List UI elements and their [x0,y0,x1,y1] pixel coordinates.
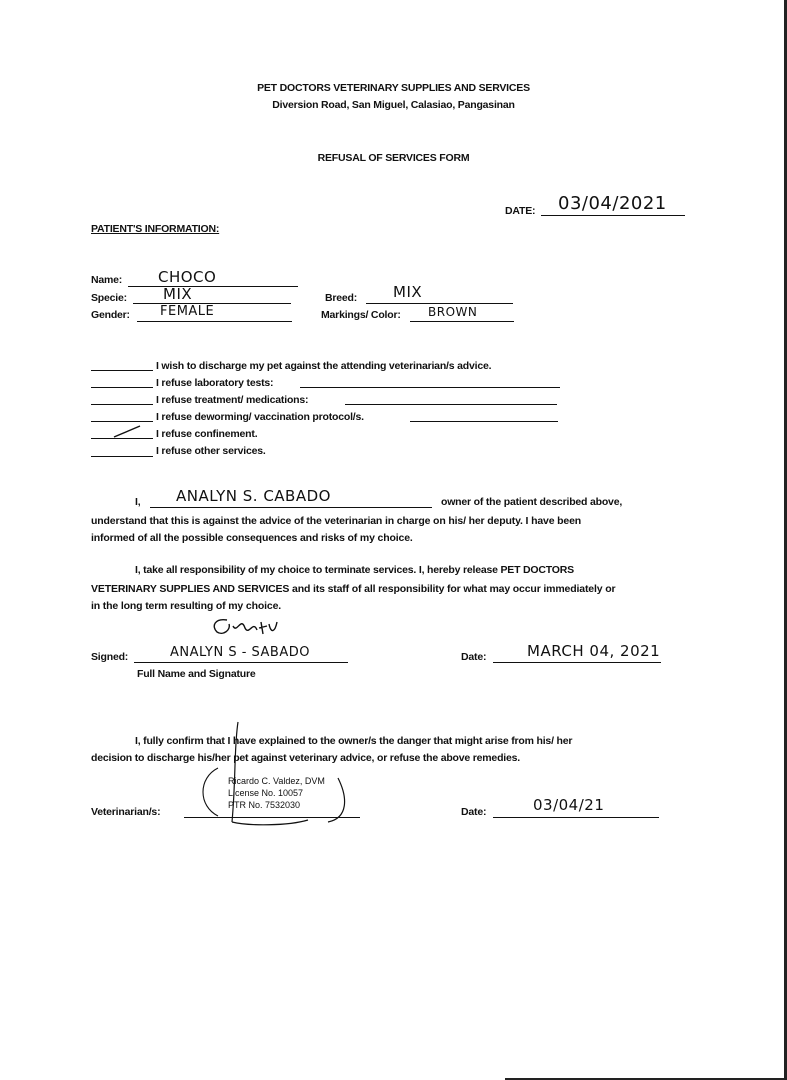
specie-value[interactable]: MIX [163,285,193,303]
owner-name-value[interactable]: ANALYN S. CABADO [176,487,331,505]
patient-section-title: PATIENT'S INFORMATION: [91,223,220,235]
name-label: Name: [91,274,123,286]
vet-signature-line [184,817,360,818]
statement-line2: understand that this is against the advice of the veterinarian in charge on his/ her deputy. I have been [91,515,582,527]
vet-confirm-line2: decision to discharge his/her pet against veterinary advice, or refuse the above remedies. [91,752,520,764]
name-value[interactable]: CHOCO [158,268,217,286]
option-deworming: I refuse deworming/ vaccination protocol/s. [156,411,364,423]
option-confinement: I refuse confinement. [156,428,258,440]
date-line [541,215,685,216]
statement-prefix: I, [135,496,141,508]
date-value[interactable]: 03/04/2021 [558,193,667,214]
clinic-name: PET DOCTORS VETERINARY SUPPLIES AND SERVICES [257,82,530,94]
option-blank-6[interactable] [91,456,153,457]
vet-confirm-line1: I, fully confirm that I have explained to the owner/s the danger that might arise from his/ her [135,735,573,747]
breed-line [366,303,513,304]
clinic-address: Diversion Road, San Miguel, Calasiao, Pangasinan [272,99,515,111]
gender-value[interactable]: FEMALE [160,304,215,319]
specie-label: Specie: [91,292,127,304]
name-line [128,286,298,287]
form-title: REFUSAL OF SERVICES FORM [317,152,470,164]
gender-line [137,321,292,322]
breed-label: Breed: [325,292,358,304]
option-blank-4[interactable] [91,421,153,422]
signed-label: Signed: [91,651,129,663]
option-other: I refuse other services. [156,445,266,457]
option-blank-1[interactable] [91,370,153,371]
owner-signature-mark [205,612,285,642]
breed-value[interactable]: MIX [393,283,423,301]
gender-label: Gender: [91,309,130,321]
stamp-vet-name: Ricardo C. Valdez, DVM [228,776,325,786]
option-blank-3[interactable] [91,404,153,405]
stamp-license: License No. 10057 [228,788,304,798]
option-discharge: I wish to discharge my pet against the attending veterinarian/s advice. [156,360,492,372]
stamp-ptr: PTR No. 7532030 [228,800,301,810]
owner-date-value[interactable]: MARCH 04, 2021 [527,642,661,660]
responsibility-line3: in the long term resulting of my choice. [91,600,282,612]
treatment-line[interactable] [345,404,557,405]
markings-label: Markings/ Color: [321,309,401,321]
option-treatment: I refuse treatment/ medications: [156,394,309,406]
checkmark-icon [112,424,142,440]
owner-date-label: Date: [461,651,487,663]
responsibility-line1: I, take all responsibility of my choice to terminate services. I, hereby release PET DOCTORS [135,564,574,576]
vet-date-label: Date: [461,806,487,818]
signed-line [134,662,348,663]
vet-date-line [493,817,659,818]
responsibility-line2: VETERINARY SUPPLIES AND SERVICES and its staff of all responsibility for what may occur immediately or [91,583,616,595]
deworming-line[interactable] [410,421,558,422]
owner-name-line [150,507,432,508]
lab-tests-line[interactable] [300,387,560,388]
markings-line [410,321,514,322]
statement-line1-suffix: owner of the patient described above, [441,496,623,508]
statement-line3: informed of all the possible consequences and risks of my choice. [91,532,413,544]
vet-date-value[interactable]: 03/04/21 [533,796,605,814]
owner-date-line [493,662,661,663]
signed-value[interactable]: ANALYN S - SABADO [170,645,310,660]
markings-value[interactable]: BROWN [428,305,478,319]
option-blank-2[interactable] [91,387,153,388]
signature-caption: Full Name and Signature [137,668,256,680]
vet-label: Veterinarian/s: [91,806,161,818]
date-label: DATE: [505,205,536,217]
option-lab-tests: I refuse laboratory tests: [156,377,274,389]
vet-signature-mark [188,718,368,828]
